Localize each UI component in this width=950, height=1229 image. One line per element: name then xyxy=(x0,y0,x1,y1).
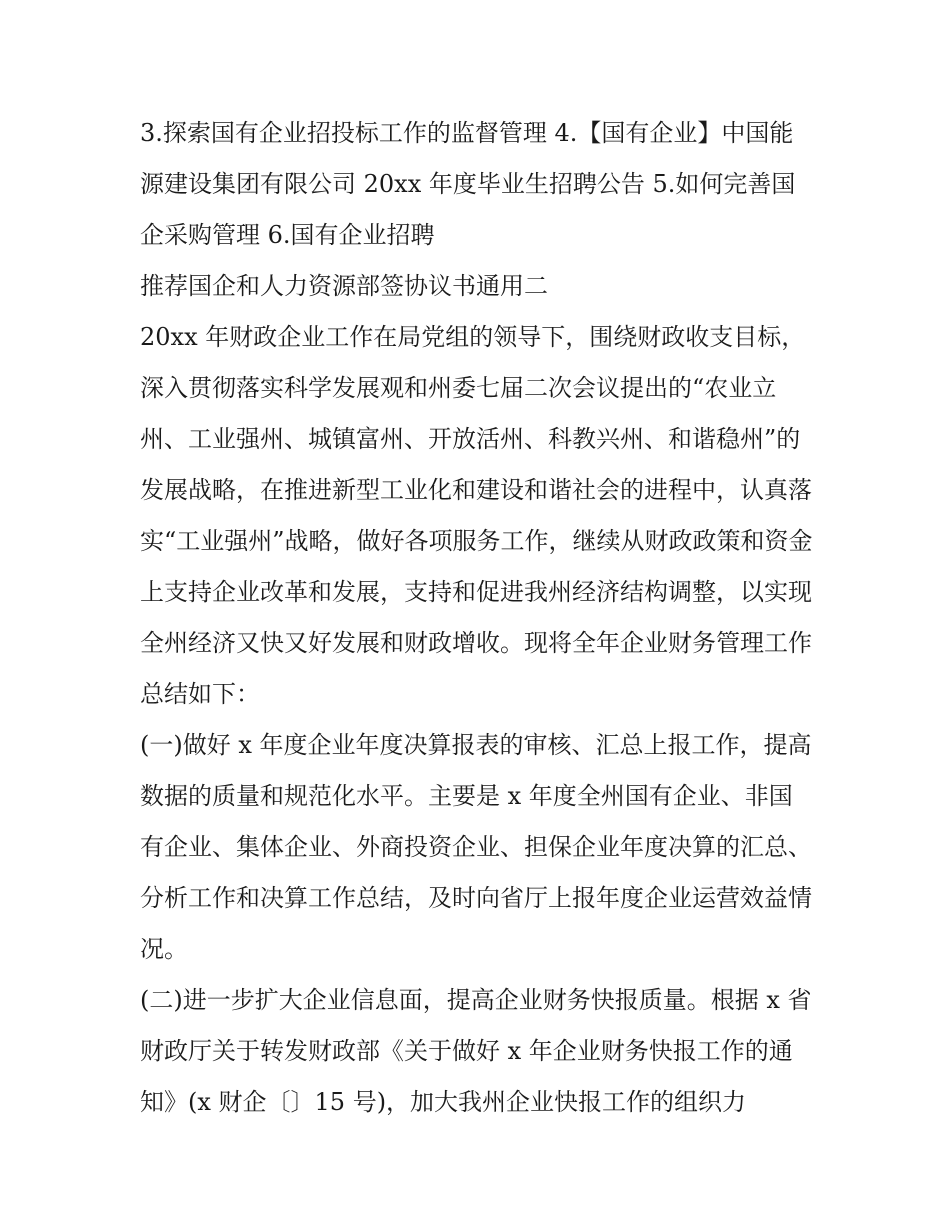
paragraph-related-list: 3.探索国有企业招投标工作的监督管理 4.【国有企业】中国能源建设集团有限公司 20xx 年度毕业生招聘公告 5.如何完善国企采购管理 6.国有企业招聘 xyxy=(140,119,796,249)
paragraph-subtitle: 推荐国企和人力资源部签协议书通用二 xyxy=(140,272,548,300)
document-body xyxy=(140,108,815,1128)
paragraph-section-1: (一)做好 x 年度企业年度决算报表的审核、汇总上报工作，提高数据的质量和规范化水平。主要是 x 年度全州国有企业、非国有企业、集体企业、外商投资企业、担保企业年度决算的汇总、分析工作和决算工作总结，及时向省厅上报年度企业运营效益情况。 xyxy=(140,731,812,963)
paragraph-intro: 20xx 年财政企业工作在局党组的领导下，围绕财政收支目标，深入贯彻落实科学发展观和州委七届二次会议提出的“农业立州、工业强州、城镇富州、开放活州、科教兴州、和谐稳州”的发展战略，在推进新型工业化和建设和谐社会的进程中，认真落实“工业强州”战略，做好各项服务工作，继续从财政政策和资金上支持企业改革和发展，支持和促进我州经济结构调整，以实现全州经济又快又好发展和财政增收。现将全年企业财务管理工作总结如下： xyxy=(140,323,813,708)
paragraph-section-2: (二)进一步扩大企业信息面，提高企业财务快报质量。根据 x 省财政厅关于转发财政部《关于做好 x 年企业财务快报工作的通知》(x 财企〔〕15 号)，加大我州企业快报工作的组织力 xyxy=(140,986,812,1116)
